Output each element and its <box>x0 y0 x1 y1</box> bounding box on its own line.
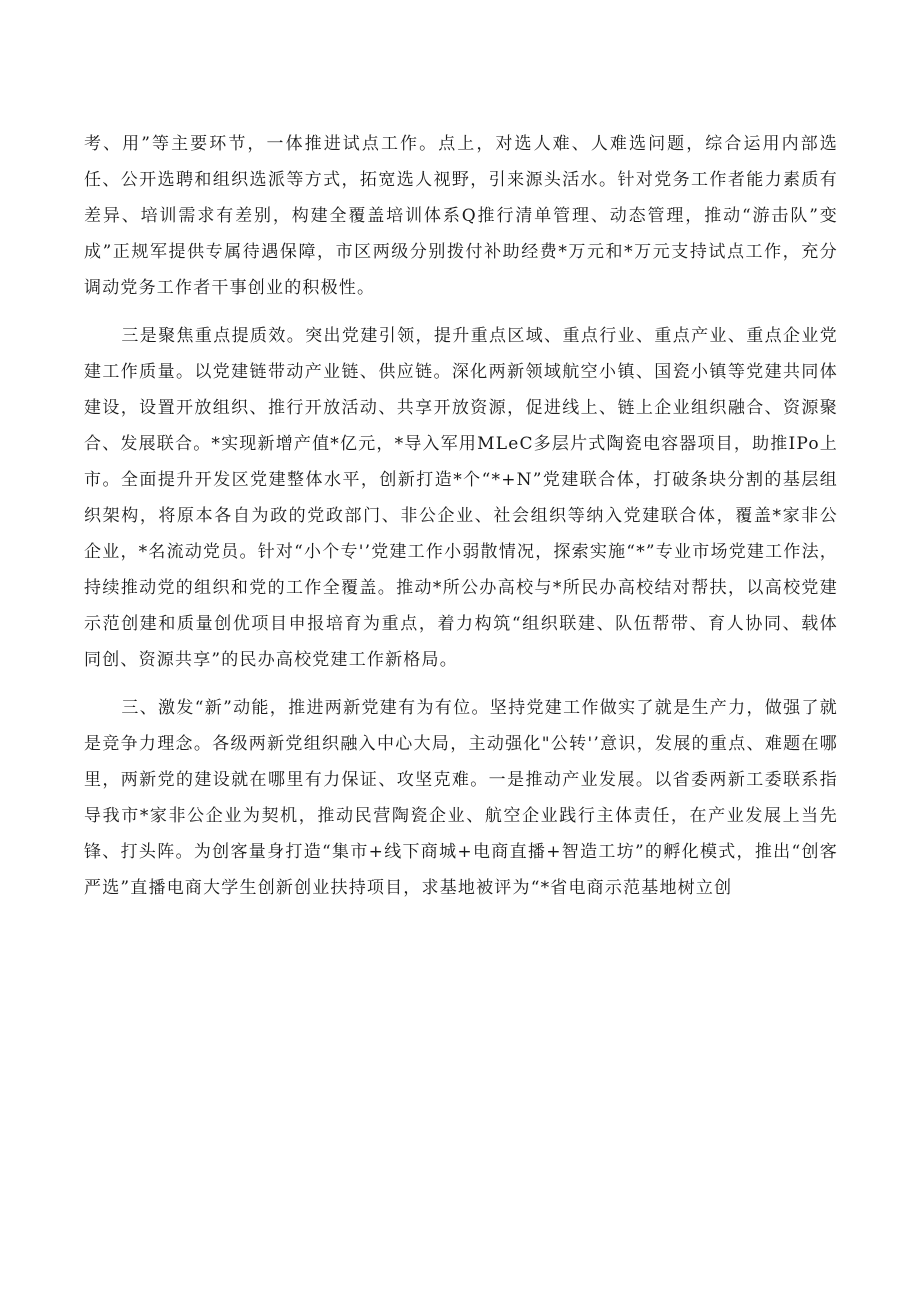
paragraph-focus-quality: 三是聚焦重点提质效。突出党建引领，提升重点区域、重点行业、重点产业、重点企业党建工作质量。以党建链带动产业链、供应链。深化两新领域航空小镇、国瓷小镇等党建共同体建设，设置开放组织、推行开放活动、共享开放资源，促进线上、链上企业组织融合、资源聚合、发展联合。*实现新增产值*亿元，*导入军用MLeC多层片式陶瓷电容器项目，助推IPo上市。全面提升开发区党建整体水平，创新打造*个“*+N”党建联合体，打破条块分割的基层组织架构，将原本各自为政的党政部门、非公企业、社会组织等纳入党建联合体，覆盖*家非公企业，*名流动党员。针对“小个专'’党建工作小弱散情况，探索实施“*”专业市场党建工作法，持续推动党的组织和党的工作全覆盖。推动*所公办高校与*所民办高校结对帮扶，以高校党建示范创建和质量创优项目申报培育为重点，着力构筑“组织联建、队伍帮带、育人协同、载体同创、资源共享”的民办高校党建工作新格局。 <box>84 326 838 670</box>
paragraph-continuation: 考、用”等主要环节，一体推进试点工作。点上，对选人难、人难选问题，综合运用内部选任、公开选聘和组织选派等方式，拓宽选人视野，引来源头活水。针对党务工作者能力素质有差异、培训需求有差别，构建全覆盖培训体系Q推行清单管理、动态管理，推动“游击队”变成”正规军提供专属待遇保障，市区两级分别拨付补助经费*万元和*万元支持试点工作，充分调动党务工作者干事创业的积极性。 <box>84 134 838 298</box>
document-body <box>84 126 838 918</box>
paragraph-new-momentum: 三、激发“新”动能，推进两新党建有为有位。坚持党建工作做实了就是生产力，做强了就是竞争力理念。各级两新党组织融入中心大局，主动强化"公转'’意识，发展的重点、难题在哪里，两新党的建设就在哪里有力保证、攻坚克难。一是推动产业发展。以省委两新工委联系指导我市*家非公企业为契机，推动民营陶瓷企业、航空企业践行主体责任，在产业发展上当先锋、打头阵。为创客量身打造“集市+线下商城+电商直播+智造工坊”的孵化模式，推出“创客严选”直播电商大学生创新创业扶持项目，求基地被评为“*省电商示范基地树立创 <box>84 698 838 898</box>
